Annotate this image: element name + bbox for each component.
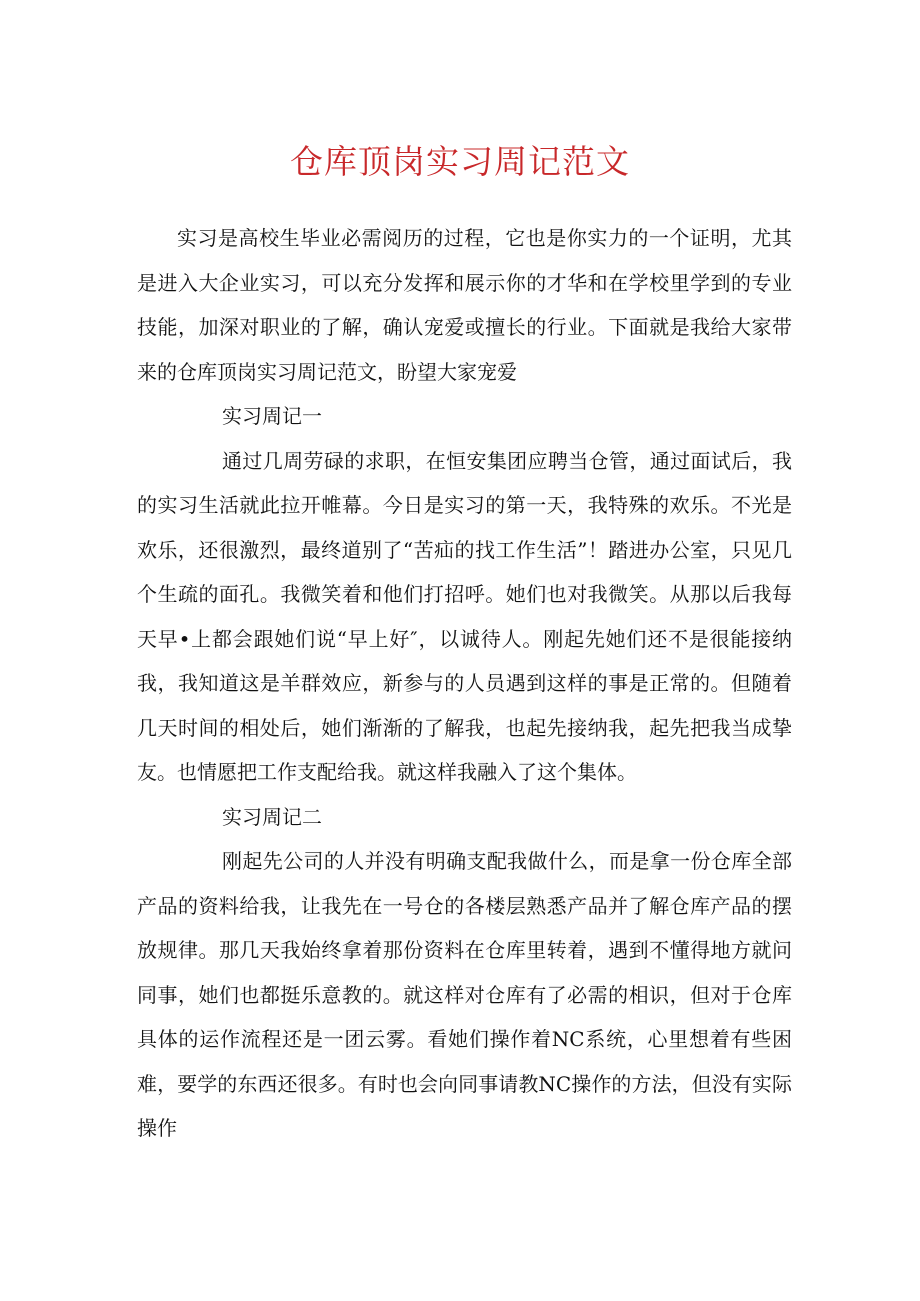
document-body — [137, 216, 792, 1151]
section-paragraph-1: 通过几周劳碌的求职，在恒安集团应聘当仓管，通过面试后，我的实习生活就此拉开帷幕。今日是实习的第一天，我特殊的欢乐。不光是欢乐，还很激烈，最终道别了“苦疝的找工作生活”！踏进办公室，只见几个生疏的面孔。我微笑着和他们打招呼。她们也对我微笑。从那以后我每天早•上都会跟她们说“早上好″，以诚待人。刚起先她们还不是很能接纳我，我知道这是羊群效应，新参与的人员遇到这样的事是正常的。但随着几天时间的相处后，她们渐渐的了解我，也起先接纳我，起先把我当成挚友。也情愿把工作支配给我。就这样我融入了这个集体。 — [137, 448, 792, 784]
section-paragraph-2: 刚起先公司的人并没有明确支配我做什么，而是拿一份仓库全部产品的资料给我，让我先在一号仓的各楼层熟悉产品并了解仓库产品的摆放规律。那几天我始终拿着那份资料在仓库里转着，遇到不懂得地方就问同事，她们也都挺乐意教的。就这样对仓库有了必需的相识，但对于仓库具体的运作流程还是一团云雾。看她们操作着NC系统，心里想着有些困难，要学的东西还很多。有时也会向同事请教NC操作的方法，但没有实际操作 — [137, 849, 792, 1140]
intro-paragraph: 实习是高校生毕业必需阅历的过程，它也是你实力的一个证明，尤其是进入大企业实习，可以充分发挥和展示你的才华和在学校里学到的专业技能，加深对职业的了解，确认宠爱或擅长的行业。下面就是我给大家带来的仓库顶岗实习周记范文，盼望大家宠爱 — [137, 226, 792, 384]
document-title: 仓库顶岗实习周记范文 — [290, 142, 630, 181]
section-heading-2: 实习周记二 — [222, 804, 322, 829]
section-heading-1: 实习周记一 — [222, 404, 322, 428]
